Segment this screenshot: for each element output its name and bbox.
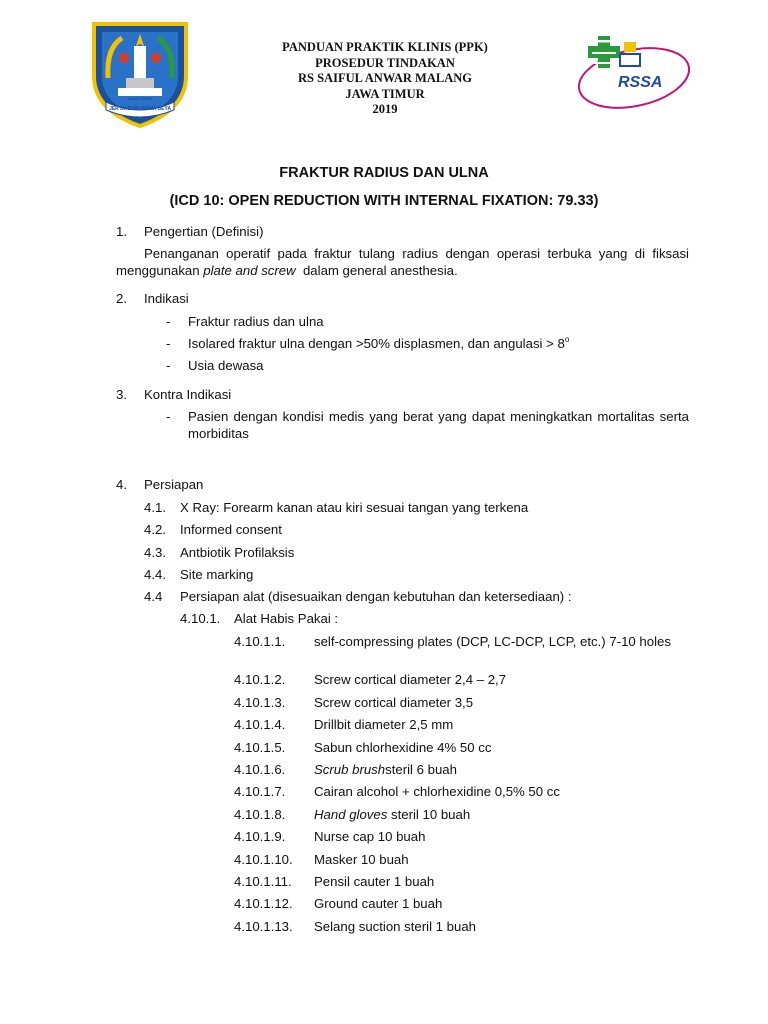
supply-number: 4.10.1.2. <box>234 672 286 687</box>
section-3-heading: Kontra Indikasi <box>144 387 232 402</box>
header-line-4: JAWA TIMUR <box>345 86 425 101</box>
section-4-number: 4. <box>116 477 127 492</box>
header-line-2: PROSEDUR TINDAKAN <box>315 55 455 70</box>
sub-item-number: 4.4 <box>144 589 163 604</box>
indication-text: Isolared fraktur ulna dengan >50% displasmen, dan angulasi > 8 <box>188 336 565 351</box>
dash: - <box>166 314 171 329</box>
document-header <box>230 40 540 118</box>
indication-item <box>188 336 569 352</box>
sub-item-text: Site marking <box>180 567 254 582</box>
header-line-5: 2019 <box>372 102 398 116</box>
supply-number: 4.10.1.1. <box>234 634 286 649</box>
supply-italic: Hand gloves <box>314 807 388 822</box>
supply-text: Nurse cap 10 buah <box>314 829 426 844</box>
sub-item-text: Persiapan alat (disesuaikan dengan kebutuhan dan ketersediaan) : <box>180 589 572 604</box>
supply-number: 4.10.1.4. <box>234 717 286 732</box>
section-1-text-b: dalam general anesthesia. <box>295 263 458 278</box>
document-title: FRAKTUR RADIUS DAN ULNA <box>279 165 489 181</box>
supply-text-rest: steril 10 buah <box>387 807 471 822</box>
section-4-heading: Persiapan <box>144 477 204 492</box>
sub-item-text: X Ray: Forearm kanan atau kiri sesuai tangan yang terkena <box>180 500 529 515</box>
rssa-logo-text: RSSA <box>618 74 663 91</box>
supply-text: Drillbit diameter 2,5 mm <box>314 717 454 732</box>
supply-text: Ground cauter 1 buah <box>314 896 443 911</box>
supply-number: 4.10.1.12. <box>234 896 293 911</box>
dash: - <box>166 358 171 373</box>
supply-text <box>314 762 457 778</box>
sub-item-text: Informed consent <box>180 522 282 537</box>
supply-italic: Scrub brush <box>314 762 386 777</box>
dash: - <box>166 409 171 424</box>
supply-number: 4.10.1.9. <box>234 829 286 844</box>
sub2-number: 4.10.1. <box>180 611 221 626</box>
sub-item-number: 4.4. <box>144 567 166 582</box>
section-1-number: 1. <box>116 224 127 239</box>
header-line-3: RS SAIFUL ANWAR MALANG <box>298 71 472 85</box>
supply-text: self-compressing plates (DCP, LC-DCP, LCP, etc.) 7-10 holes <box>314 634 671 649</box>
section-1-heading: Pengertian (Definisi) <box>144 224 264 239</box>
supply-text: Sabun chlorhexidine 4% 50 cc <box>314 740 492 755</box>
dash: - <box>166 336 171 351</box>
supply-number: 4.10.1.3. <box>234 695 286 710</box>
indication-item: Fraktur radius dan ulna <box>188 314 324 329</box>
section-1-italic: plate and screw <box>203 263 296 278</box>
sub-item-text: Antbiotik Profilaksis <box>180 545 295 560</box>
sub-item-number: 4.3. <box>144 545 166 560</box>
supply-number: 4.10.1.13. <box>234 919 293 934</box>
section-3-number: 3. <box>116 387 127 402</box>
supply-text: Selang suction steril 1 buah <box>314 919 477 934</box>
crest-ribbon-text: JAWA TIMUR <box>127 96 153 101</box>
rssa-logo <box>572 22 700 122</box>
supply-text: Cairan alcohol + chlorhexidine 0,5% 50 cc <box>314 784 560 799</box>
contraindication-item: Pasien dengan kondisi medis yang berat yang dapat meningkatkan mortalitas serta morbiditas <box>188 409 689 441</box>
crest-motto-text: JER BASUKI MAWA BEYA <box>109 106 171 112</box>
header-line-1: PANDUAN PRAKTIK KLINIS (PPK) <box>282 40 488 54</box>
supply-number: 4.10.1.11. <box>234 874 292 889</box>
section-2-number: 2. <box>116 291 127 306</box>
jawa-timur-crest-logo <box>88 18 192 130</box>
supply-number: 4.10.1.6. <box>234 762 286 777</box>
sub-item-number: 4.2. <box>144 522 166 537</box>
supply-text-rest: steril 6 buah <box>385 762 457 777</box>
sub-item-number: 4.1. <box>144 500 166 515</box>
document-subtitle: (ICD 10: OPEN REDUCTION WITH INTERNAL FIXATION: 79.33) <box>169 193 599 209</box>
supply-text: Masker 10 buah <box>314 852 409 867</box>
supply-text <box>314 807 470 823</box>
supply-number: 4.10.1.7. <box>234 784 286 799</box>
sub2-text: Alat Habis Pakai : <box>234 611 339 626</box>
supply-text: Screw cortical diameter 2,4 – 2,7 <box>314 672 507 687</box>
supply-text: Screw cortical diameter 3,5 <box>314 695 474 710</box>
section-1-text-a: Penanganan operatif pada fraktur tulang radius dengan operasi terbuka yang di fiksasi menggunakan <box>116 246 689 278</box>
supply-number: 4.10.1.8. <box>234 807 286 822</box>
degree-symbol: o <box>564 335 570 344</box>
supply-number: 4.10.1.10. <box>234 852 293 867</box>
section-1-paragraph <box>116 245 689 279</box>
section-2-heading: Indikasi <box>144 291 189 306</box>
indication-item: Usia dewasa <box>188 358 264 373</box>
supply-number: 4.10.1.5. <box>234 740 286 755</box>
supply-text: Pensil cauter 1 buah <box>314 874 435 889</box>
